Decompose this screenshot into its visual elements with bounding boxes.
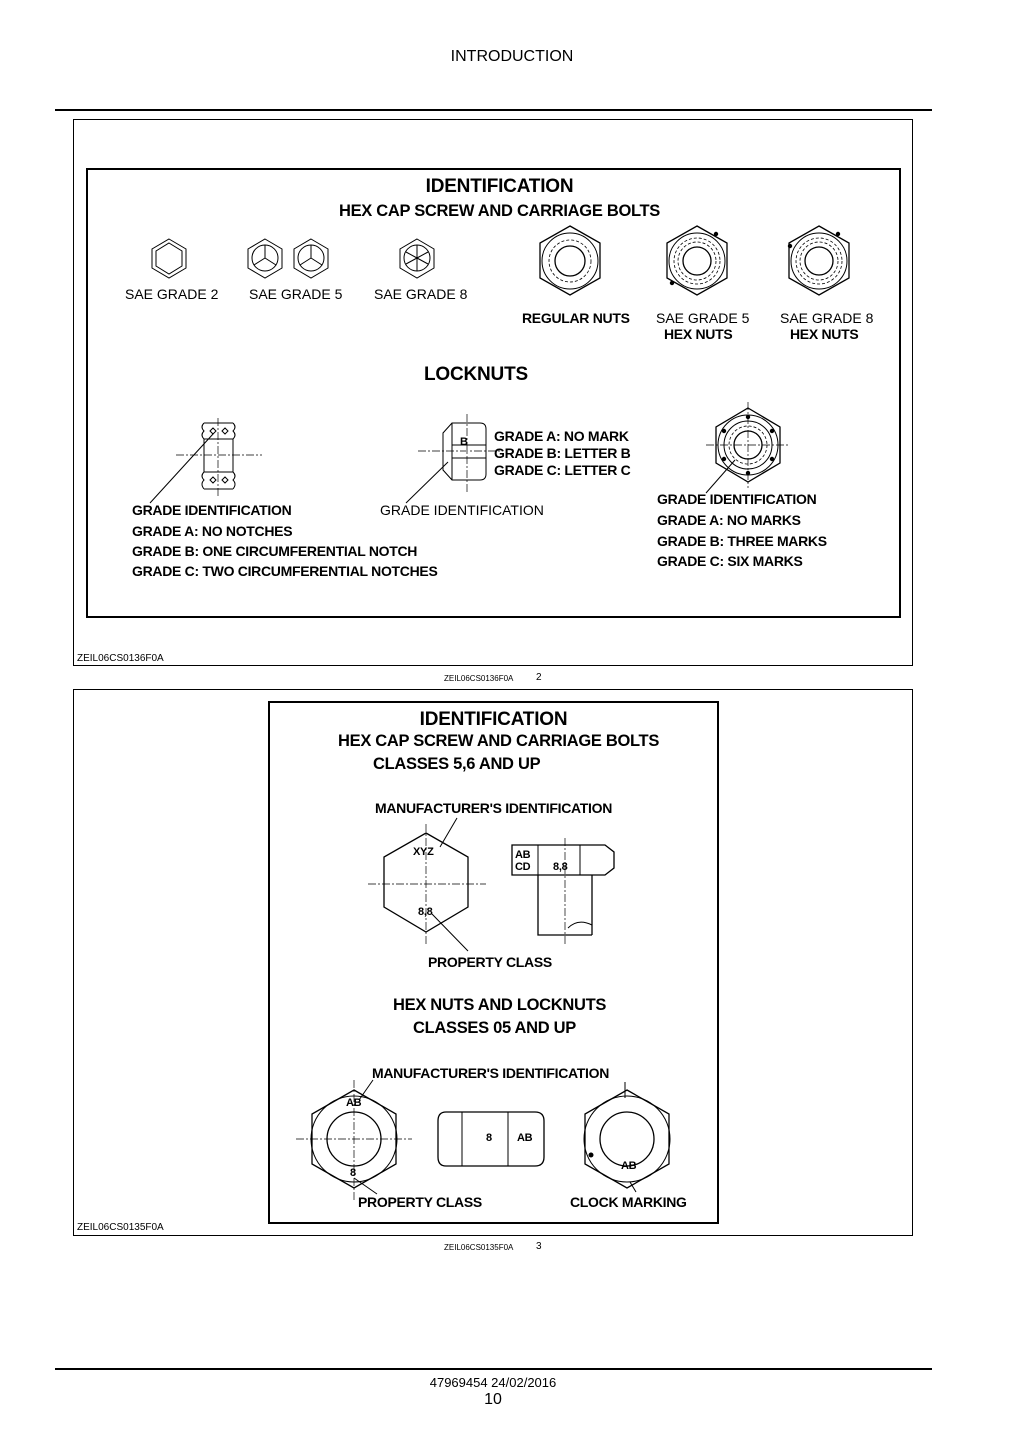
figure-2-caption-code: ZEIL06CS0135F0A: [444, 1243, 514, 1252]
sae-grade-2-label: SAE GRADE 2: [125, 286, 219, 302]
locknut-middle-grade: GRADE B: LETTER B: [494, 445, 631, 461]
bolt-side-mark-1: AB: [515, 849, 531, 861]
manufacturer-id-label: MANUFACTURER'S IDENTIFICATION: [375, 800, 613, 816]
property-class-label: PROPERTY CLASS: [428, 954, 552, 970]
locknut-left-line: GRADE B: ONE CIRCUMFERENTIAL NOTCH: [132, 543, 418, 559]
bolt-side-class: 8,8: [553, 861, 568, 873]
locknut-right-line: GRADE A: NO MARKS: [657, 512, 801, 528]
locknut-middle-grade: GRADE A: NO MARK: [494, 428, 629, 444]
nut-1-maker-mark: AB: [346, 1097, 362, 1109]
footer-doc-info: 47969454 24/02/2016: [429, 1375, 557, 1390]
figure-2-subtitle: HEX CAP SCREW AND CARRIAGE BOLTS: [338, 732, 660, 750]
locknut-right-line: GRADE C: SIX MARKS: [657, 553, 803, 569]
regular-nuts-label: REGULAR NUTS: [522, 310, 630, 326]
figure-1-code: ZEIL06CS0136F0A: [77, 653, 164, 664]
metric-nut-clock-icon: [584, 1082, 670, 1192]
sae-grade-8-nut-label: SAE GRADE 8: [780, 310, 874, 326]
figure-1-title: IDENTIFICATION: [425, 176, 574, 197]
locknut-middle-grade: GRADE C: LETTER C: [494, 462, 631, 478]
figure-2-code: ZEIL06CS0135F0A: [77, 1222, 164, 1233]
nut-3-maker-mark: AB: [621, 1160, 637, 1172]
bolt-head-class-mark: 8,8: [418, 906, 433, 918]
locknut-middle-caption: GRADE IDENTIFICATION: [380, 502, 544, 518]
figure-2-classes: CLASSES 5,6 AND UP: [373, 755, 541, 773]
property-class-label-2: PROPERTY CLASS: [358, 1194, 482, 1210]
footer-rule: [55, 1368, 932, 1370]
sae-grade-5-hex-nuts-label: HEX NUTS: [664, 326, 733, 342]
locknut-right-line: GRADE B: THREE MARKS: [657, 533, 827, 549]
sae-grade-5-nut-label: SAE GRADE 5: [656, 310, 750, 326]
figure-2-caption-number: 3: [536, 1241, 542, 1252]
nuts-manufacturer-id-label: MANUFACTURER'S IDENTIFICATION: [372, 1065, 610, 1081]
sae-grade-8-hex-nuts-label: HEX NUTS: [790, 326, 859, 342]
figure-1-subtitle: HEX CAP SCREW AND CARRIAGE BOLTS: [338, 202, 661, 220]
figure-2-title: IDENTIFICATION: [419, 709, 568, 730]
locknut-left-heading: GRADE IDENTIFICATION: [132, 502, 292, 518]
metric-bolt-head-icon: [368, 818, 486, 951]
nuts-title: HEX NUTS AND LOCKNUTS: [393, 996, 607, 1014]
nut-2-maker-mark: AB: [517, 1132, 533, 1144]
sae-grade-5-label: SAE GRADE 5: [249, 286, 343, 302]
page-header: INTRODUCTION: [450, 48, 574, 65]
nut-2-class-mark: 8: [486, 1132, 492, 1144]
nuts-classes: CLASSES 05 AND UP: [413, 1019, 576, 1037]
sae-grade-8-label: SAE GRADE 8: [374, 286, 468, 302]
locknuts-title: LOCKNUTS: [424, 364, 528, 385]
page-number: 10: [484, 1391, 502, 1408]
locknut-left-line: GRADE C: TWO CIRCUMFERENTIAL NOTCHES: [132, 563, 438, 579]
nut-1-class-mark: 8: [350, 1167, 356, 1179]
locknut-left-line: GRADE A: NO NOTCHES: [132, 523, 293, 539]
bolt-head-maker-mark: XYZ: [413, 846, 434, 858]
locknut-letter-mark: B: [460, 436, 468, 448]
figure-1-caption-number: 2: [536, 672, 542, 683]
clock-marking-label: CLOCK MARKING: [570, 1194, 687, 1210]
bolt-side-mark-2: CD: [515, 861, 531, 873]
figure-1-caption-code: ZEIL06CS0136F0A: [444, 674, 514, 683]
locknut-right-heading: GRADE IDENTIFICATION: [657, 491, 817, 507]
